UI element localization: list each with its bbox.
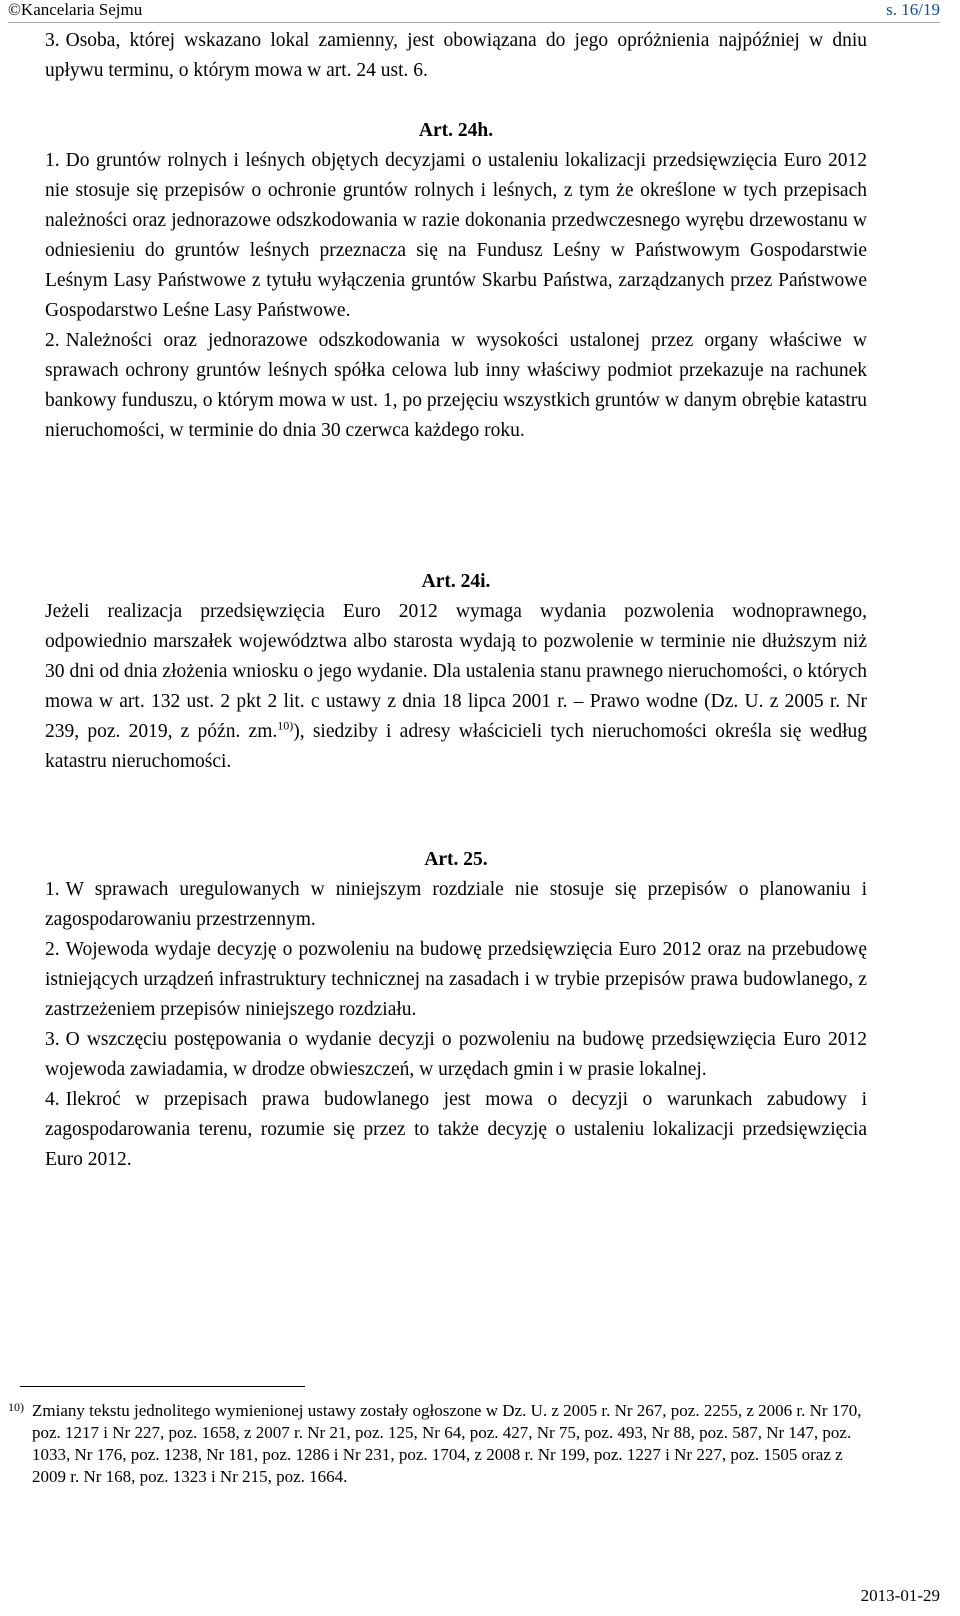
article-25-para-4 [45, 1085, 867, 1175]
header-divider [8, 22, 940, 23]
paragraph-number: 2. [45, 330, 60, 351]
paragraph-text: Należności oraz jednorazowe odszkodowania w wysokości ustalonej przez organy właściwe w sprawach ochrony gruntów leśnych spółka celowa lub inny właściwy podmiot przekazuje na rachunek bankowy funduszu, o którym mowa w ust. 1, po przejęciu wszystkich gruntów w danym obrębie katastru nieruchomości, w terminie do dnia 30 czerwca każdego roku. [45, 330, 867, 441]
article-25-heading: Art. 25. [424, 849, 488, 870]
article-24h-body [45, 146, 867, 446]
footnote-mark: 10) [8, 1400, 24, 1414]
paragraph-number: 1. [45, 879, 60, 900]
paragraph-text: ), siedziby i adresy właścicieli tych nieruchomości określa się według katastru nieruchomości. [45, 721, 867, 772]
article-25-para-3 [45, 1025, 867, 1085]
paragraph-number: 3. [45, 30, 60, 51]
publisher-label: ©Kancelaria Sejmu [8, 0, 143, 19]
document-date: 2013-01-29 [860, 1586, 940, 1605]
article-25-para-1 [45, 875, 867, 935]
article-25-body [45, 875, 867, 1175]
paragraph-text: W sprawach uregulowanych w niniejszym rozdziale nie stosuje się przepisów o planowaniu i zagospodarowaniu przestrzennym. [45, 879, 867, 930]
paragraph-text: Ilekroć w przepisach prawa budowlanego jest mowa o decyzji o warunkach zabudowy i zagospodarowania terenu, rozumie się przez to także decyzję o ustaleniu lokalizacji przedsięwzięcia Euro 2012. [45, 1089, 867, 1170]
footnote-divider [20, 1386, 305, 1387]
paragraph-number: 4. [45, 1089, 60, 1110]
paragraph-number: 2. [45, 939, 60, 960]
article-24i-heading: Art. 24i. [421, 571, 491, 592]
paragraph-number: 3. [45, 1029, 60, 1050]
footnote-reference[interactable]: 10) [277, 718, 294, 733]
paragraph-text: Wojewoda wydaje decyzję o pozwoleniu na budowę przedsięwzięcia Euro 2012 oraz na przebudowę istniejących urządzeń infrastruktury technicznej na zasadach i w trybie przepisów prawa budowlanego, z zastrzeżeniem przepisów niniejszego rozdziału. [45, 939, 867, 1020]
article-24h-para-2 [45, 326, 867, 446]
paragraph-number: 1. [45, 150, 60, 171]
paragraph-text: Osoba, której wskazano lokal zamienny, jest obowiązana do jego opróżnienia najpóźniej w dniu upływu terminu, o którym mowa w art. 24 ust. 6. [45, 30, 867, 81]
paragraph-3-continued [45, 26, 867, 86]
article-24h-para-1 [45, 146, 867, 326]
paragraph-text: Jeżeli realizacja przedsięwzięcia Euro 2012 wymaga wydania pozwolenia wodnoprawnego, odpowiednio marszałek województwa albo starosta wydają to pozwolenie w terminie nie dłuższym niż 30 dni od dnia złożenia wniosku o jego wydanie. Dla ustalenia stanu prawnego nieruchomości, o których mowa w art. 132 ust. 2 pkt 2 lit. c ustawy z dnia 18 lipca 2001 r. – Prawo wodne (Dz. U. z 2005 r. Nr 239, poz. 2019, z późn. zm. [45, 601, 867, 742]
footnote-text: Zmiany tekstu jednolitego wymienionej ustawy zostały ogłoszone w Dz. U. z 2005 r. Nr 267, poz. 2255, z 2006 r. Nr 170, poz. 1217 i Nr 227, poz. 1658, z 2007 r. Nr 21, poz. 125, Nr 64, poz. 427, Nr 75, poz. 493, Nr 88, poz. 587, Nr 147, poz. 1033, Nr 176, poz. 1238, Nr 181, poz. 1286 i Nr 231, poz. 1704, z 2008 r. Nr 199, poz. 1227 i Nr 227, poz. 1505 oraz z 2009 r. Nr 168, poz. 1323 i Nr 215, poz. 1664. [32, 1401, 862, 1486]
article-24h-heading: Art. 24h. [418, 120, 494, 141]
page-number: s. 16/19 [886, 0, 940, 19]
footnote [8, 1400, 866, 1488]
article-25-para-2 [45, 935, 867, 1025]
paragraph-text: Do gruntów rolnych i leśnych objętych decyzjami o ustaleniu lokalizacji przedsięwzięcia Euro 2012 nie stosuje się przepisów o ochronie gruntów rolnych i leśnych, z tym że określone w tych przepisach należności oraz jednorazowe odszkodowania w razie dokonania przedwczesnego wyrębu drzewostanu w odniesieniu do gruntów leśnych przeznacza się na Fundusz Leśny w Państwowym Gospodarstwie Leśnym Lasy Państwowe z tytułu wyłączenia gruntów Skarbu Państwa, zarządzanych przez Państwowe Gospodarstwo Leśne Lasy Państwowe. [45, 150, 867, 321]
article-24i-body [45, 597, 867, 777]
paragraph-text: O wszczęciu postępowania o wydanie decyzji o pozwoleniu na budowę przedsięwzięcia Euro 2012 wojewoda zawiadamia, w drodze obwieszczeń, w urzędach gmin i w prasie lokalnej. [45, 1029, 867, 1080]
